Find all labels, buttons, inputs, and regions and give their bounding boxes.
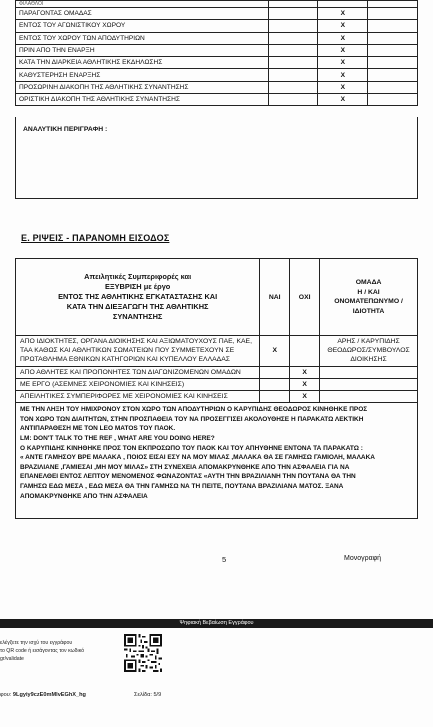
no-mark: X xyxy=(318,94,368,106)
header-no: ΟΧΙ xyxy=(290,259,320,336)
row-label: ΚΑΤΑ ΤΗΝ ΔΙΑΡΚΕΙΑ ΑΘΛΗΤΙΚΗΣ ΕΚΔΗΛΩΣΗΣ xyxy=(16,57,269,69)
no-mark: X xyxy=(318,32,368,44)
no-mark: X xyxy=(290,378,320,390)
digital-certification-bar: Ψηφιακή Βεβαίωση Εγγράφου xyxy=(0,619,433,628)
row-label: ΕΝΤΟΣ ΤΟΥ ΧΩΡΟΥ ΤΩΝ ΑΠΟΔΥΤΗΡΙΩΝ xyxy=(16,32,269,44)
no-mark: X xyxy=(318,81,368,93)
no-mark: X xyxy=(318,44,368,56)
detailed-description-box xyxy=(15,117,418,199)
no-mark xyxy=(290,336,320,367)
header-yes: ΝΑΙ xyxy=(260,259,290,336)
team-cell: ΑΡΗΣ / ΚΑΡΥΠΙΔΗΣ ΘΕΟΔΩΡΟΣ/ΣΥΜΒΟΥΛΟΣ ΔΙΟΙΚΗΣΗΣ xyxy=(320,336,418,367)
page-number: 5 xyxy=(222,555,227,564)
section-title: Ε. ΡΙΨΕΙΣ - ΠΑΡΑΝΟΜΗ ΕΙΣΟΔΟΣ xyxy=(21,233,170,243)
table-row xyxy=(16,57,418,69)
no-mark: X xyxy=(318,69,368,81)
header-team: ΟΜΑΔΑ Η / ΚΑΙ ΟΝΟΜΑΤΕΠΩΝΥΜΟ / ΙΔΙΟΤΗΤΑ xyxy=(320,259,418,336)
table-row xyxy=(16,391,418,403)
qr-code-icon[interactable] xyxy=(124,634,162,672)
no-mark: X xyxy=(290,366,320,378)
table-row xyxy=(16,366,418,378)
table-row xyxy=(16,94,418,106)
row-label: ΕΝΤΟΣ ΤΟΥ ΑΓΩΝΙΣΤΙΚΟΥ ΧΩΡΟΥ xyxy=(16,20,269,32)
table-row xyxy=(16,69,418,81)
table-row xyxy=(16,8,418,20)
row-text: ΜΕ ΕΡΓΟ (ΑΣΕΜΝΕΣ ΧΕΙΡΟΝΟΜΙΕΣ ΚΑΙ ΚΙΝΗΣΕΙΣ) xyxy=(16,378,260,390)
yes-mark: X xyxy=(260,336,290,367)
table-row xyxy=(16,336,418,367)
validation-instructions: ελέγξετε την ισχύ του εγγράφου το QR code ή εισάγοντας τον κωδικό gr/validate xyxy=(0,640,85,662)
document-code-value: 9Lgyiy9czE0mMlvEGhX_hg xyxy=(12,692,86,698)
row-label: ΚΑΘΥΣΤΕΡΗΣΗ ΕΝΑΡΞΗΣ xyxy=(16,69,269,81)
table-row xyxy=(16,32,418,44)
row-text: ΑΠΕΙΛΗΤΙΚΕΣ ΣΥΜΠΕΡΙΦΟΡΕΣ ΜΕ ΧΕΙΡΟΝΟΜΙΕΣ ΚΑΙ ΚΙΝΗΣΕΙΣ xyxy=(16,391,260,403)
table-row xyxy=(16,20,418,32)
table-cell: ΦΙΛΑΘΛΟΙ xyxy=(16,1,269,8)
row-text: ΑΠΟ ΙΔΙΟΚΤΗΤΕΣ, ΟΡΓΑΝΑ ΔΙΟΙΚΗΣΗΣ ΚΑΙ ΑΞΙΩΜΑΤΟΥΧΟΥΣ ΠΑΕ, ΚΑΕ, ΤΑΑ ΚΑΘΩΣ ΚΑΙ ΑΘΛΗΤΙΚΩΝ ΣΩΜΑΤΕΙΩΝ ΠΟΥ ΣΥΜΜΕΤΕΧΟΥΝ ΣΕ ΠΡΩΤΑΘΛΗΜΑ ΕΘΝΙΚΩΝ ΚΑΤΗΓΟΡΙΩΝ ΚΑΙ ΚΥΠΕΛΛΟΥ ΕΛΛΑΔΑΣ xyxy=(16,336,260,367)
table-row xyxy=(16,403,418,519)
row-label: ΠΡΟΣΩΡΙΝΗ ΔΙΑΚΟΠΗ ΤΗΣ ΑΘΛΗΤΙΚΗΣ ΣΥΝΑΝΤΗΣΗΣ xyxy=(16,81,269,93)
row-label: ΠΑΡΑΓΟΝΤΑΣ ΟΜΑΔΑΣ xyxy=(16,8,269,20)
incident-checklist-table xyxy=(15,0,418,106)
table-row xyxy=(16,378,418,390)
row-text: ΑΠΟ ΑΘΛΗΤΕΣ ΚΑΙ ΠΡΟΠΟΝΗΤΕΣ ΤΩΝ ΔΙΑΓΩΝΙΖΟΜΕΝΩΝ ΟΜΑΔΩΝ xyxy=(16,366,260,378)
row-label: ΟΡΙΣΤΙΚΗ ΔΙΑΚΟΠΗ ΤΗΣ ΑΘΛΗΤΙΚΗΣ ΣΥΝΑΝΤΗΣΗΣ xyxy=(16,94,269,106)
signature-label: Μονογραφή xyxy=(344,555,382,562)
threatening-behavior-table xyxy=(15,258,418,519)
no-mark: X xyxy=(290,391,320,403)
incident-narrative: ΜΕ ΤΗΝ ΛΗΞΗ ΤΟΥ ΗΜΙΧΡΟΝΟΥ ΣΤΟΝ ΧΩΡΟ ΤΩΝ ΑΠΟΔΥΤΗΡΙΩΝ Ο ΚΑΡΥΠΙΔΗΣ ΘΕΟΔΩΡΟΣ ΚΙΝΗΘΗΚΕ ΠΡΟΣ ΤΟΝ ΧΩΡΟ ΤΩΝ ΔΙΑΙΤΗΤΩΝ, ΣΤΗΝ ΠΡΟΣΠΑΘΕΙΑ ΤΟΥ ΝΑ ΠΡΟΣΕΓΓΙΣΕΙ ΑΚΟΛΟΥΘΗΣΕ Η ΠΑΡΑΚΑΤΩ ΛΕΚΤΙΚΗ ΑΝΤΙΠΑΡΑΘΕΣΗ ΜΕ ΤΟΝ LEO MATOS ΤΟΥ ΠΑΟΚ. LM: DON'T TALK TO THE REF , WHAT ARE YOU DOING HERE? Ο ΚΑΡΥΠΙΔΗΣ ΚΙΝΗΘΗΚΕ ΠΡΟΣ ΤΟΝ ΕΚΠΡΟΣΩΠΟ ΤΟΥ ΠΑΟΚ ΚΑΙ ΤΟΥ ΑΠΗΥΘΗΝΕ ΕΝΤΟΝΑ ΤΑ ΠΑΡΑΚΑΤΩ : « ΑΝΤΕ ΓΑΜΗΣΟΥ ΒΡΕ ΜΑΛΑΚΑ , ΠΟΙΟΣ ΕΙΣΑΙ ΕΣΥ ΝΑ ΜΟΥ ΜΙΛΑΣ ,ΜΑΛΑΚΑ ΘΑ ΣΕ ΓΑΜΗΣΩ ΓΑΜΙΟΛΗ, ΜΑΛΑΚΑ ΒΡΑΖΙΛΙΑΝΕ ,ΓΑΜΙΕΣΑΙ ,ΜΗ ΜΟΥ ΜΙΛΑΣ» ΣΤΗ ΣΥΝΕΧΕΙΑ ΑΠΟΜΑΚΡΥΝΘΗΚΕ ΑΠΟ ΤΗΝ ΑΣΦΑΛΕΙΑ ΓΙΑ ΝΑ ΕΠΑΝΕΛΘΕΙ ΕΝΤΟΣ ΛΕΠΤΟΥ ΜΕΝΟΜΕΝΟΣ ΦΩΝΑΖΟΝΤΑΣ «ΑΥΤΗ ΤΗΝ ΒΡΑΖΙΛΙΑΝΗ ΤΗΝ ΠΟΥΤΑΝΑ ΘΑ ΤΗΝ ΓΑΜΗΣΩ ΕΔΩ ΜΕΣΑ , ΕΔΩ ΜΕΣΑ ΘΑ ΤΗΝ ΓΑΜΗΣΩ ΝΑ ΤΗ ΠΕΙΤΕ, ΠΟΥΤΑΝΑ ΒΡΑΖΙΛΙΑΝΑ ΜΑΤΟΣ. ΞΑΝΑ ΑΠΟΜΑΚΡΥΝΘΗΚΕ ΑΠΟ ΤΗΝ ΑΣΦΑΛΕΙΑ xyxy=(16,403,418,519)
yes-mark xyxy=(260,366,290,378)
row-label: ΠΡΙΝ ΑΠΟ ΤΗΝ ΕΝΑΡΞΗ xyxy=(16,44,269,56)
table-header-row xyxy=(16,259,418,336)
header-description: Απειλητικές Συμπεριφορές και ΕΞΥΒΡΙΣΗ με έργο ΕΝΤΟΣ ΤΗΣ ΑΘΛΗΤΙΚΗΣ ΕΓΚΑΤΑΣΤΑΣΗΣ ΚΑΙ ΚΑΤΑ ΤΗΝ ΔΙΕΞΑΓΩΓΗ ΤΗΣ ΑΘΛΗΤΙΚΗΣ ΣΥΝΑΝΤΗΣΗΣ xyxy=(16,259,260,336)
no-mark: X xyxy=(318,8,368,20)
table-row xyxy=(16,44,418,56)
yes-mark xyxy=(260,391,290,403)
table-row xyxy=(16,1,418,8)
table-row xyxy=(16,81,418,93)
document-code: φου: 9Lgyiy9czE0mMlvEGhX_hg xyxy=(0,692,86,698)
detailed-description-label: ΑΝΑΛΥΤΙΚΗ ΠΕΡΙΓΡΑΦΗ : xyxy=(23,126,108,133)
no-mark: X xyxy=(318,57,368,69)
no-mark: X xyxy=(318,20,368,32)
page-count: Σελίδα: 5/9 xyxy=(134,692,162,698)
yes-mark xyxy=(260,378,290,390)
